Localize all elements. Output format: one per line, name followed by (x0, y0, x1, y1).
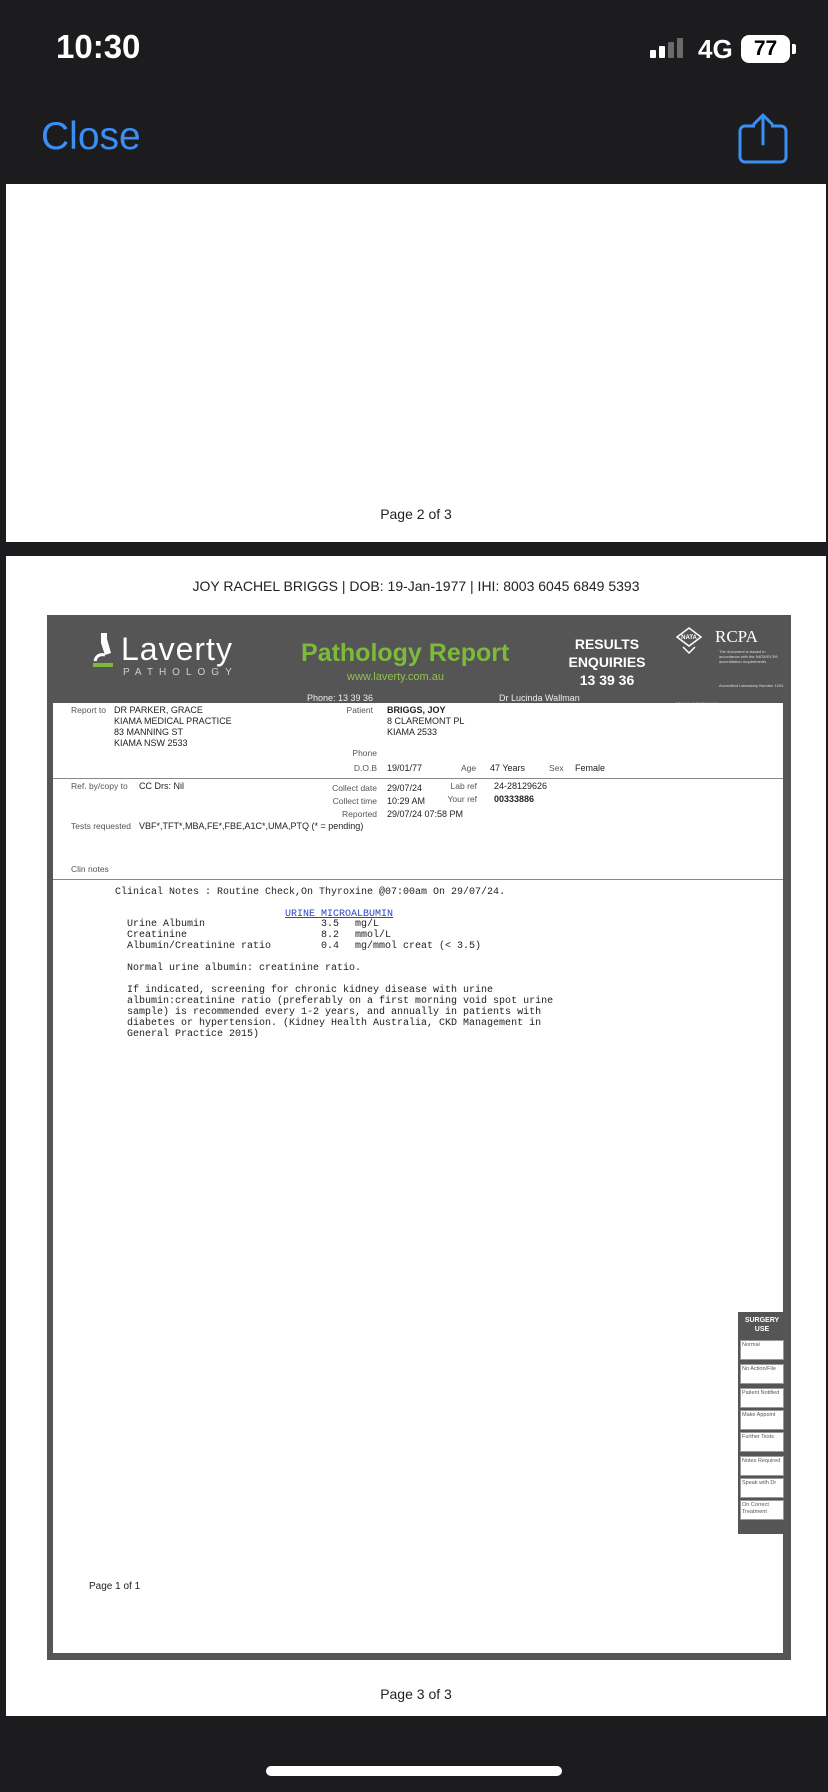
battery-icon: 77 (741, 35, 790, 63)
surgery-no-action: No Action/File (740, 1364, 784, 1384)
age-value: 47 Years (490, 763, 526, 773)
nav-bar (0, 100, 828, 184)
surgery-make-appoint: Make Appoint (740, 1410, 784, 1430)
lab-ref-label: Lab ref (450, 781, 477, 791)
results-phone: 13 39 36 (579, 672, 635, 688)
report-title: Pathology Report (301, 639, 510, 667)
close-button[interactable]: Close (41, 115, 141, 158)
comment-line: General Practice 2015) (127, 1029, 260, 1040)
age-label: Age (461, 763, 477, 773)
collect-date: 29/07/24 (387, 783, 423, 793)
report-website: www.laverty.com.au (347, 671, 444, 683)
result-unit: mmol/L (355, 930, 392, 941)
pdf-page-2 (6, 184, 826, 542)
dob-value: 19/01/77 (387, 763, 423, 773)
brand-sub: PATHOLOGY (123, 667, 238, 678)
surgery-normal: Normal (740, 1340, 784, 1360)
surgery-patient-notified: Patient Notified (740, 1388, 784, 1408)
results-enquiries (559, 635, 655, 689)
comment-line: sample) is recommended every 1-2 years, and annually in patients with (127, 1007, 542, 1018)
surgery-on-correct-treatment: On Correct Treatment (740, 1500, 784, 1520)
surgery-notes-required: Notes Required (740, 1456, 784, 1476)
status-time: 10:30 (56, 28, 141, 65)
result-name: Urine Albumin (127, 919, 206, 930)
your-ref: 00333886 (494, 794, 535, 804)
accreditation-number: Accredited Laboratory Number 1204 (719, 683, 784, 688)
report-to-suburb: KIAMA NSW 2533 (114, 738, 188, 748)
clinical-notes: Clinical Notes : Routine Check,On Thyroxine @07:00am On 29/07/24. (115, 887, 506, 898)
collect-date-label: Collect date (332, 783, 377, 793)
nata-logo (676, 627, 702, 662)
home-indicator[interactable] (266, 1766, 562, 1776)
your-ref-label: Your ref (447, 794, 477, 804)
battery-tip (792, 44, 796, 54)
pdf-page-3 (6, 556, 826, 1716)
report-to-name: DR PARKER, GRACE (114, 705, 203, 715)
comment-line: If indicated, screening for chronic kidney disease with urine (127, 985, 494, 996)
tests-label: Tests requested (71, 821, 132, 831)
comment-normal: Normal urine albumin: creatinine ratio. (127, 963, 362, 974)
comment-line: albumin:creatinine ratio (preferably on a first morning void spot urine (127, 996, 554, 1007)
sex-label: Sex (549, 763, 564, 773)
rcpa-text: The document is issued in accordance with the NATA/RCPA accreditation requirements (719, 649, 778, 664)
signal-icon (650, 38, 683, 58)
patient-address2: KIAMA 2533 (387, 727, 438, 737)
surgery-title: SURGERY USE (744, 1317, 780, 1333)
results-line2: ENQUIRIES (568, 654, 646, 670)
ref-label: Ref. by/copy to (71, 781, 128, 791)
section-title: URINE MICROALBUMIN (285, 909, 394, 920)
lab-ref: 24-28129626 (494, 781, 548, 791)
result-value: 0.4 (321, 941, 340, 952)
phone-label: Phone (352, 748, 377, 758)
report-body (53, 703, 783, 1653)
result-value: 3.5 (321, 919, 340, 930)
sex-value: Female (575, 763, 606, 773)
rcpa-logo: RCPA (715, 627, 758, 646)
dob-label: D.O.B (353, 763, 377, 773)
phone-small: Phone: 13 39 36 (307, 693, 374, 703)
share-icon[interactable] (737, 112, 789, 164)
report-to-practice: KIAMA MEDICAL PRACTICE (114, 716, 232, 726)
result-value: 8.2 (321, 930, 340, 941)
patient-name: BRIGGS, JOY (387, 705, 446, 715)
page-label: Page 2 of 3 (380, 506, 452, 522)
report-header (47, 615, 791, 703)
surgery-use-panel (738, 1312, 786, 1534)
report-to-street: 83 MANNING ST (114, 727, 184, 737)
status-bar (0, 0, 828, 100)
surgery-speak-with-dr: Speak with Dr (740, 1478, 784, 1498)
collect-time: 10:29 AM (387, 796, 426, 806)
doctor-small: Dr Lucinda Wallman (499, 693, 580, 703)
microscope-icon (91, 631, 119, 676)
patient-header: JOY RACHEL BRIGGS | DOB: 19-Jan-1977 | IHI: 8003 6045 6849 5393 (192, 578, 640, 594)
result-unit: mg/L (355, 919, 380, 930)
divider (53, 778, 783, 779)
patient-label: Patient (346, 705, 373, 715)
comment-line: diabetes or hypertension. (Kidney Health Australia, CKD Management in (127, 1018, 542, 1029)
network-type: 4G (698, 34, 733, 64)
surgery-further-tests: Further Tests (740, 1432, 784, 1452)
ref-value: CC Drs: Nil (139, 781, 184, 791)
results-line1: RESULTS (574, 636, 640, 652)
result-name: Creatinine (127, 930, 188, 941)
report-page-of: Page 1 of 1 (89, 1581, 141, 1592)
page-label: Page 3 of 3 (380, 1686, 452, 1702)
reported-label: Reported (342, 809, 377, 819)
divider (53, 879, 783, 880)
pathology-report (47, 615, 791, 1660)
patient-address1: 8 CLAREMONT PL (387, 716, 465, 726)
tests-value: VBF*,TFT*,MBA,FE*,FBE,A1C*,UMA,PTQ (* = pending) (139, 821, 364, 831)
result-name: Albumin/Creatinine ratio (127, 941, 272, 952)
clin-notes-label: Clin notes (71, 864, 109, 874)
reported-value: 29/07/24 07:58 PM (387, 809, 464, 819)
collect-time-label: Collect time (332, 796, 377, 806)
nata-text: NATA (681, 635, 697, 641)
result-unit: mg/mmol creat (< 3.5) (355, 941, 482, 952)
report-to-label: Report to (71, 705, 106, 715)
brand-name: Laverty (121, 631, 233, 667)
